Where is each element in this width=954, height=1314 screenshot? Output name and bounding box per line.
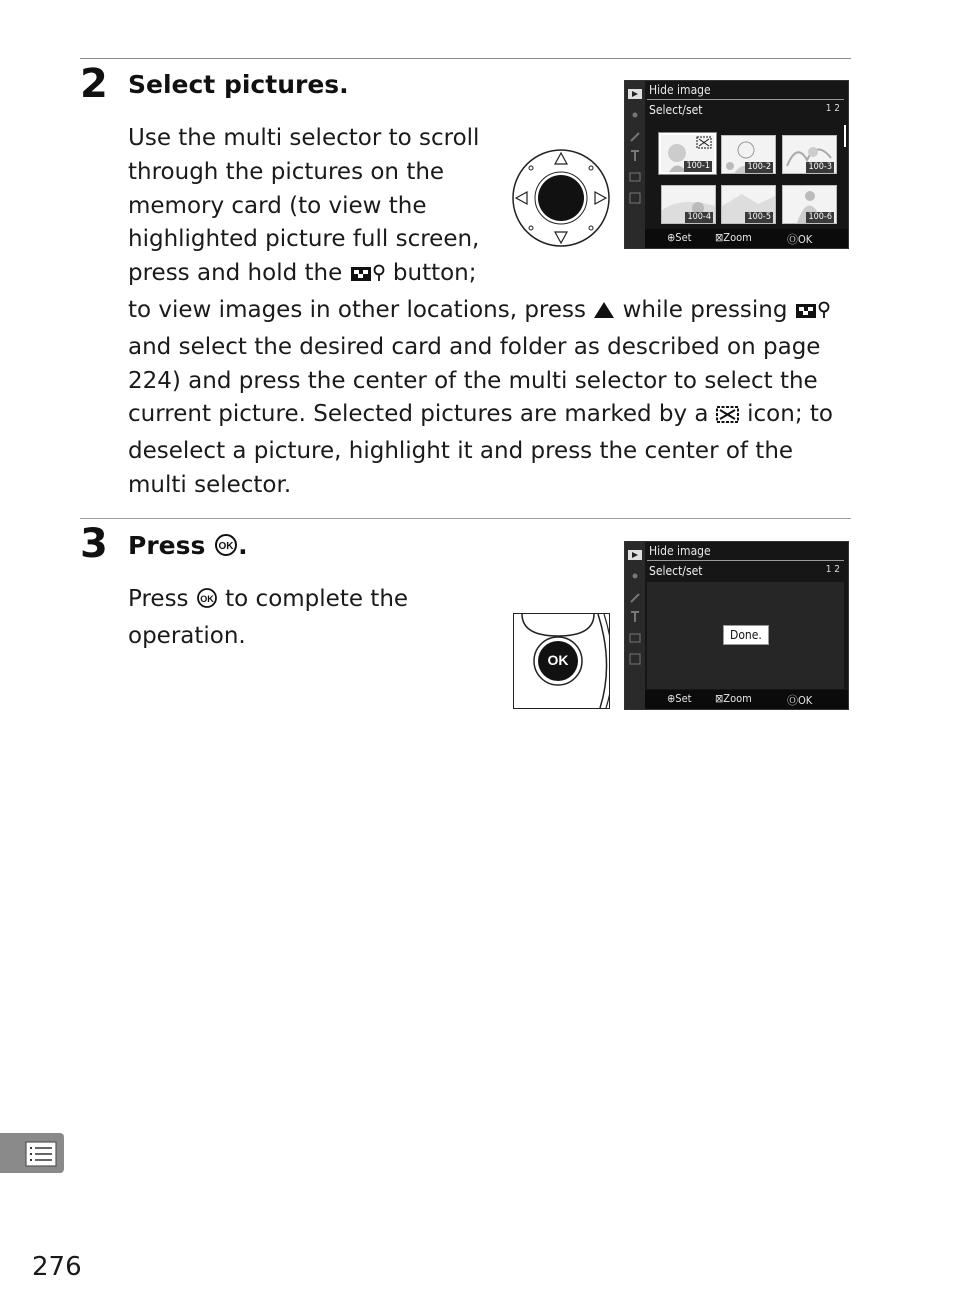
text-line: deselect a picture, highlight it and press the center of the <box>128 438 794 465</box>
thumbnail[interactable] <box>721 135 776 174</box>
text-line: current picture. Selected pictures are marked by a icon; to <box>128 398 833 435</box>
thumbnail-label: 100-6 <box>808 212 832 222</box>
text-line: operation. <box>128 622 246 649</box>
scroll-indicator <box>844 125 846 147</box>
menu-list-tab-icon[interactable] <box>0 1133 64 1173</box>
text-line: multi selector. <box>128 471 292 498</box>
text-line: highlighted picture full screen, <box>128 226 480 253</box>
ok-button-icon <box>214 533 238 564</box>
text-line: through the pictures on the <box>128 158 445 185</box>
page-number: 276 <box>32 1252 82 1282</box>
text-line: to view images in other locations, press while pressing <box>128 294 833 331</box>
divider <box>647 560 844 561</box>
menu-title: Hide image <box>649 83 711 97</box>
footer-ok: ⓄOK <box>787 694 813 707</box>
section-divider-top <box>80 58 851 59</box>
menu-side-tabs <box>625 542 645 709</box>
text-line: Use the multi selector to scroll <box>128 125 480 151</box>
section-divider <box>80 518 851 519</box>
step-title: Press OK . <box>128 531 248 564</box>
text-line: 224) and press the center of the multi selector to select the <box>128 367 818 394</box>
up-triangle-icon <box>593 297 615 331</box>
step-number: 2 <box>80 61 108 107</box>
thumbnail-selected[interactable] <box>659 133 716 174</box>
footer-set: ⊕Set <box>667 231 692 244</box>
card-slot-indicator: 1 2 <box>825 564 840 575</box>
step-title: Select pictures. <box>128 70 349 99</box>
menu-title: Hide image <box>649 544 711 558</box>
thumbnail[interactable] <box>782 185 837 224</box>
thumbnail-label: 100-2 <box>747 162 771 172</box>
text-line: memory card (to view the <box>128 192 427 219</box>
footer-zoom: ⊠Zoom <box>715 692 752 705</box>
svg-text:OK: OK <box>200 594 214 604</box>
text-line: and select the desired card and folder as described on page <box>128 333 821 360</box>
thumbnail-label: 100-4 <box>687 212 711 222</box>
step-number: 3 <box>80 521 108 567</box>
done-message: Done. <box>723 625 769 645</box>
footer-ok: ⓄOK <box>787 233 813 246</box>
text-line: Press OK to complete the <box>128 583 408 620</box>
thumbnail[interactable] <box>782 135 837 174</box>
svg-text:OK: OK <box>218 541 234 552</box>
ok-button-illustration <box>513 613 610 709</box>
camera-screen-select <box>624 80 849 249</box>
thumbnail-zoom-out-icon <box>795 297 831 331</box>
thumbnail-label: 100-3 <box>808 162 832 172</box>
step-body <box>128 583 408 654</box>
thumbnail-label: 100-5 <box>747 212 771 222</box>
footer-set: ⊕Set <box>667 692 692 705</box>
thumbnail-zoom-out-icon <box>350 260 386 294</box>
divider <box>647 99 844 100</box>
thumbnail[interactable] <box>721 185 776 224</box>
screen-footer <box>645 690 848 709</box>
screen-footer <box>645 229 848 248</box>
camera-screen-done <box>624 541 849 710</box>
ok-button-icon <box>196 586 218 620</box>
thumbnail[interactable] <box>661 185 716 224</box>
screen-subtitle: Select/set <box>649 103 703 117</box>
text-line: press and hold the button; <box>128 257 833 294</box>
footer-zoom: ⊠Zoom <box>715 231 752 244</box>
hide-mark-icon <box>716 401 740 435</box>
menu-side-tabs <box>625 81 645 248</box>
screen-subtitle: Select/set <box>649 564 703 578</box>
ok-button-label: OK <box>547 652 569 668</box>
thumbnail-label: 100-1 <box>686 161 710 171</box>
multi-selector-illustration <box>511 148 611 252</box>
card-slot-indicator: 1 2 <box>825 103 840 114</box>
